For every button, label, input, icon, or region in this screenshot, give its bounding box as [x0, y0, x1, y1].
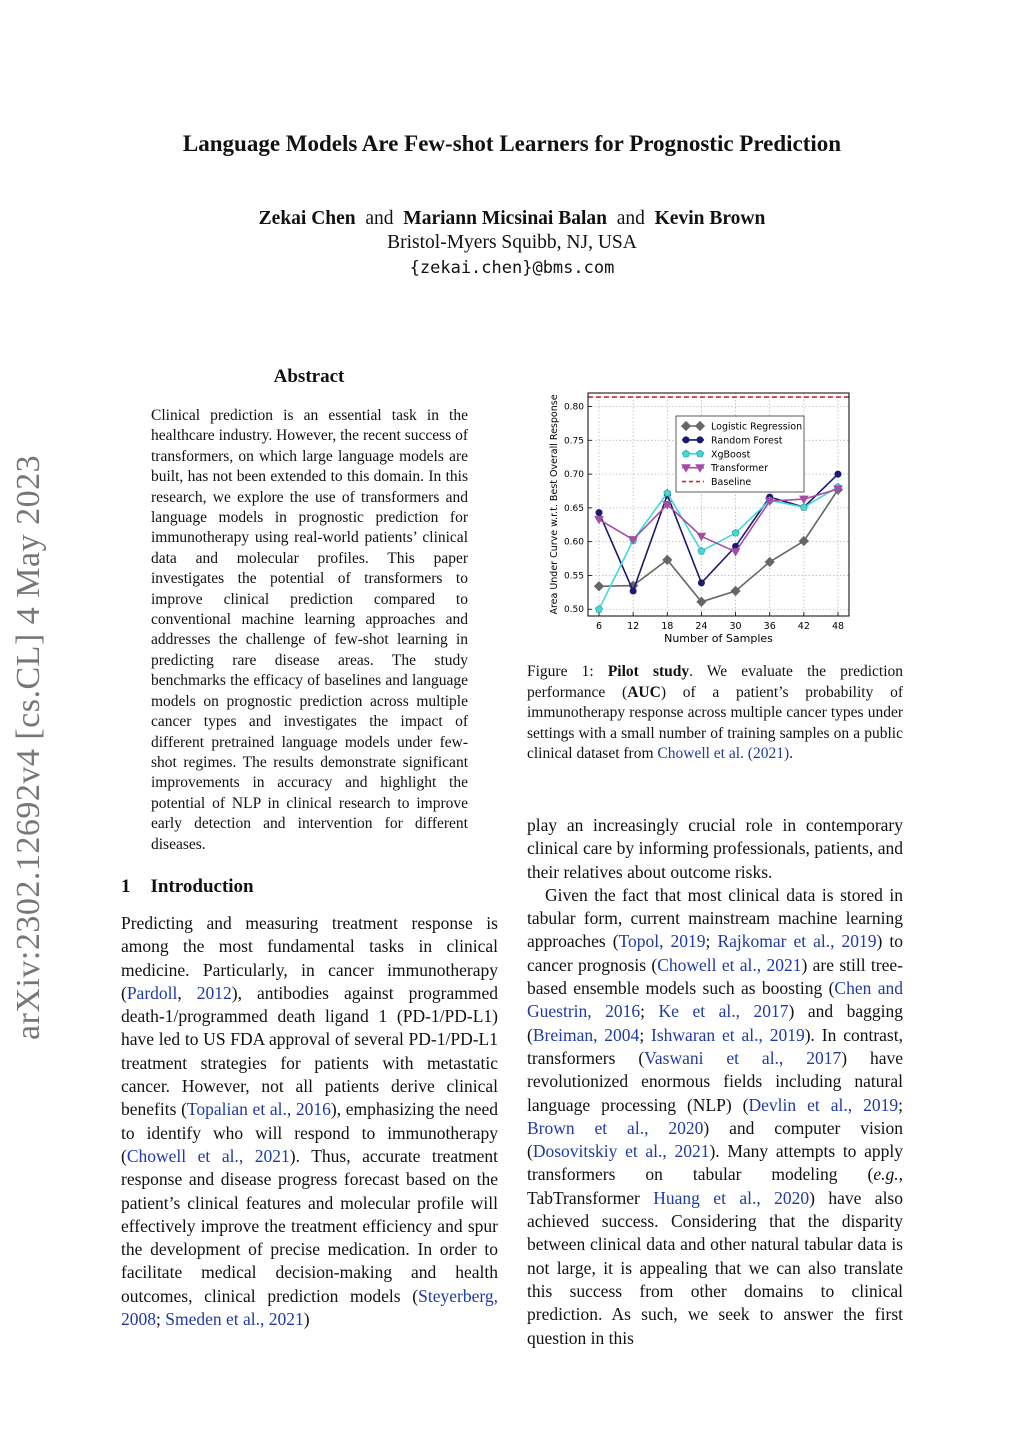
author-1: Zekai Chen	[258, 208, 356, 229]
text-span: ,	[177, 982, 197, 1003]
paragraph: play an increasingly crucial role in contemporary clinical care by informing professionals, patients, and their relatives about outcome risks.	[527, 815, 903, 882]
x-tick-label: 24	[695, 621, 708, 632]
right-column-text	[527, 814, 903, 1350]
data-point	[698, 580, 704, 586]
y-tick-label: 0.80	[563, 402, 584, 413]
text-span: ;	[898, 1094, 903, 1115]
text-span: . We evaluate the prediction performance (	[527, 663, 903, 701]
text-span: ). In contrast, transformers (	[527, 1024, 903, 1068]
text-span: .	[789, 745, 794, 763]
and-word: and	[616, 208, 645, 229]
citation-link[interactable]: Ke et al., 2017	[658, 1001, 789, 1022]
y-tick-label: 0.70	[563, 470, 584, 481]
text-span: )	[303, 1309, 310, 1330]
text-span: ;	[156, 1309, 166, 1330]
text-span: ), emphasizing the need to identify who will respond to immunotherapy (	[121, 1099, 498, 1166]
author-list	[0, 207, 1024, 231]
text-span: ) are still tree-based ensemble models such as boosting (	[527, 954, 903, 999]
text-span: ) and computer vision (	[527, 1117, 903, 1162]
x-tick-label: 42	[797, 621, 810, 632]
citation-link[interactable]: Chowell et al., 2021	[657, 954, 802, 975]
figure-caption	[527, 662, 903, 765]
x-tick-label: 12	[627, 621, 640, 632]
x-tick-label: 48	[831, 621, 845, 632]
auc-bold: AUC	[627, 683, 661, 701]
text-span: ) have revolutionized enormous fields including natural language processing (NLP) (	[527, 1047, 903, 1115]
data-point	[596, 510, 602, 516]
text-span: ) to cancer prognosis (	[527, 931, 903, 975]
legend-label: Transformer	[711, 463, 769, 475]
text-span: ) of a patient’s probability of immunotherapy response across multiple cancer types under settings with a small number of training samples on a public clinical dataset from	[527, 683, 903, 763]
x-tick-label: 36	[763, 621, 776, 632]
text-span: e.g.	[873, 1164, 899, 1185]
y-axis-label: Area Under Curve w.r.t. Best Overall Response	[549, 394, 560, 615]
citation-link[interactable]: Chowell et al., 2021	[126, 1145, 290, 1166]
data-point	[630, 588, 636, 594]
author-2: Mariann Micsinai Balan	[403, 208, 607, 229]
text-span: ;	[705, 931, 718, 952]
text-span: ;	[640, 1001, 659, 1022]
text-span: ). Thus, accurate treatment response and disease progress forecast based on the patient’s clinical features and molecular profile will effectively improve the treatment efficiency and spur the development of precise medication. In order to facilitate medical decision-making and health outcomes, clinical prediction models (	[121, 1145, 498, 1306]
and-word: and	[365, 208, 394, 229]
line-chart	[545, 385, 857, 650]
section-number: 1	[121, 876, 131, 897]
y-tick-label: 0.75	[563, 436, 584, 447]
x-tick-label: 30	[729, 621, 742, 632]
text-span: ). Many attempts to apply transformers on tabular modeling (	[527, 1141, 903, 1185]
y-tick-label: 0.55	[563, 571, 584, 582]
legend-label: Logistic Regression	[711, 421, 803, 433]
citation-link[interactable]: Rajkomar et al., 2019	[717, 931, 877, 952]
citation-link[interactable]: Smeden et al., 2021	[165, 1309, 304, 1330]
citation-link[interactable]: Topol, 2019	[618, 931, 706, 952]
citation-link[interactable]: Pardoll	[126, 982, 178, 1003]
citation-link[interactable]: Breiman, 2004	[532, 1024, 640, 1045]
text-span: Predicting and measuring treatment response is among the most fundamental tasks in clinical medicine. Particularly, in cancer immunotherapy (	[121, 913, 498, 1003]
author-3: Kevin Brown	[654, 208, 766, 229]
text-span: ), antibodies against programmed death-1/programmed death ligand 1 (PD-1/PD-L1) have led to US FDA approval of several PD-1/PD-L1 treatment strategies for patients with metastatic cancer. However, not all patients derive clinical benefits (	[121, 982, 498, 1120]
figure-caption-bold: Pilot study	[607, 663, 690, 680]
figure-label: Figure 1:	[527, 663, 594, 680]
affiliation: Bristol-Myers Squibb, NJ, USA	[387, 232, 637, 253]
citation-link[interactable]: Brown et al., 2020	[527, 1117, 704, 1138]
citation-link[interactable]: Huang et al., 2020	[653, 1187, 810, 1208]
text-span: ) and bagging (	[527, 1001, 903, 1045]
legend-label: Random Forest	[711, 435, 783, 447]
citation-link[interactable]: Chen and Guestrin, 2016	[527, 978, 903, 1022]
y-tick-label: 0.65	[563, 503, 584, 514]
legend-label: XgBoost	[711, 449, 751, 461]
citation-link[interactable]: Devlin et al., 2019	[748, 1094, 899, 1115]
citation-link[interactable]: Topalian et al., 2016	[186, 1099, 331, 1120]
email: {zekai.chen}@bms.com	[409, 258, 615, 278]
abstract-heading: Abstract	[273, 366, 345, 387]
x-axis-label: Number of Samples	[664, 632, 773, 645]
section-heading	[121, 876, 254, 898]
text-span: Given the fact that most clinical data is stored in tabular form, current mainstream machine learning approaches (	[527, 884, 903, 952]
abstract-text: Clinical prediction is an essential task in the healthcare industry. However, the recent success of transformers, on which large language models are built, has not been extended to this domain. In this research, we explore the use of transformers and language models in prognostic prediction for immunotherapy using real-world patients’ clinical data and molecular profiles. This paper investigates the potential of transformers to improve clinical prediction compared to conventional machine learning approaches and addresses the challenge of few-shot learning in predicting rare disease areas. The study benchmarks the efficacy of baselines and language models on prognostic prediction across multiple cancer types and investigates the impact of different pretrained language models under few-shot regimes. The results demonstrate significant improvements in accuracy and highlight the potential of NLP in clinical research to improve early detection and intervention for different diseases.	[151, 407, 468, 853]
legend-label: Baseline	[711, 477, 752, 489]
citation-link[interactable]: Dosovitskiy et al., 2021	[532, 1141, 710, 1162]
citation-link[interactable]: Chowell et al. (2021)	[657, 745, 790, 763]
arxiv-stamp: arXiv:2302.12692v4 [cs.CL] 4 May 2023	[10, 454, 47, 1040]
figure-1-chart	[545, 385, 857, 650]
legend-marker	[697, 437, 703, 443]
legend-marker	[683, 437, 689, 443]
citation-link[interactable]: 2012	[196, 982, 232, 1003]
paragraph	[527, 884, 903, 1350]
citation-link[interactable]: Steyerberg, 2008	[121, 1285, 498, 1330]
intro-paragraph	[121, 912, 498, 1331]
x-tick-label: 18	[661, 621, 674, 632]
text-span: , TabTransformer	[527, 1164, 903, 1208]
text-span: ) have also achieved success. Considering that the disparity between clinical data and other natural tabular data is not large, it is appealing that we can also translate this success from other domains to clinical prediction. As such, we seek to answer the first question in this	[527, 1187, 903, 1348]
citation-link[interactable]: Ishwaran et al., 2019	[651, 1024, 805, 1045]
y-tick-label: 0.60	[563, 537, 584, 548]
data-point	[835, 471, 841, 477]
paper-title: Language Models Are Few-shot Learners for Prognostic Prediction	[182, 131, 842, 156]
y-tick-label: 0.50	[563, 605, 584, 616]
citation-link[interactable]: Vaswani et al., 2017	[644, 1047, 842, 1068]
section-title: Introduction	[150, 876, 254, 897]
text-span: ;	[639, 1024, 652, 1045]
x-tick-label: 6	[595, 621, 603, 632]
